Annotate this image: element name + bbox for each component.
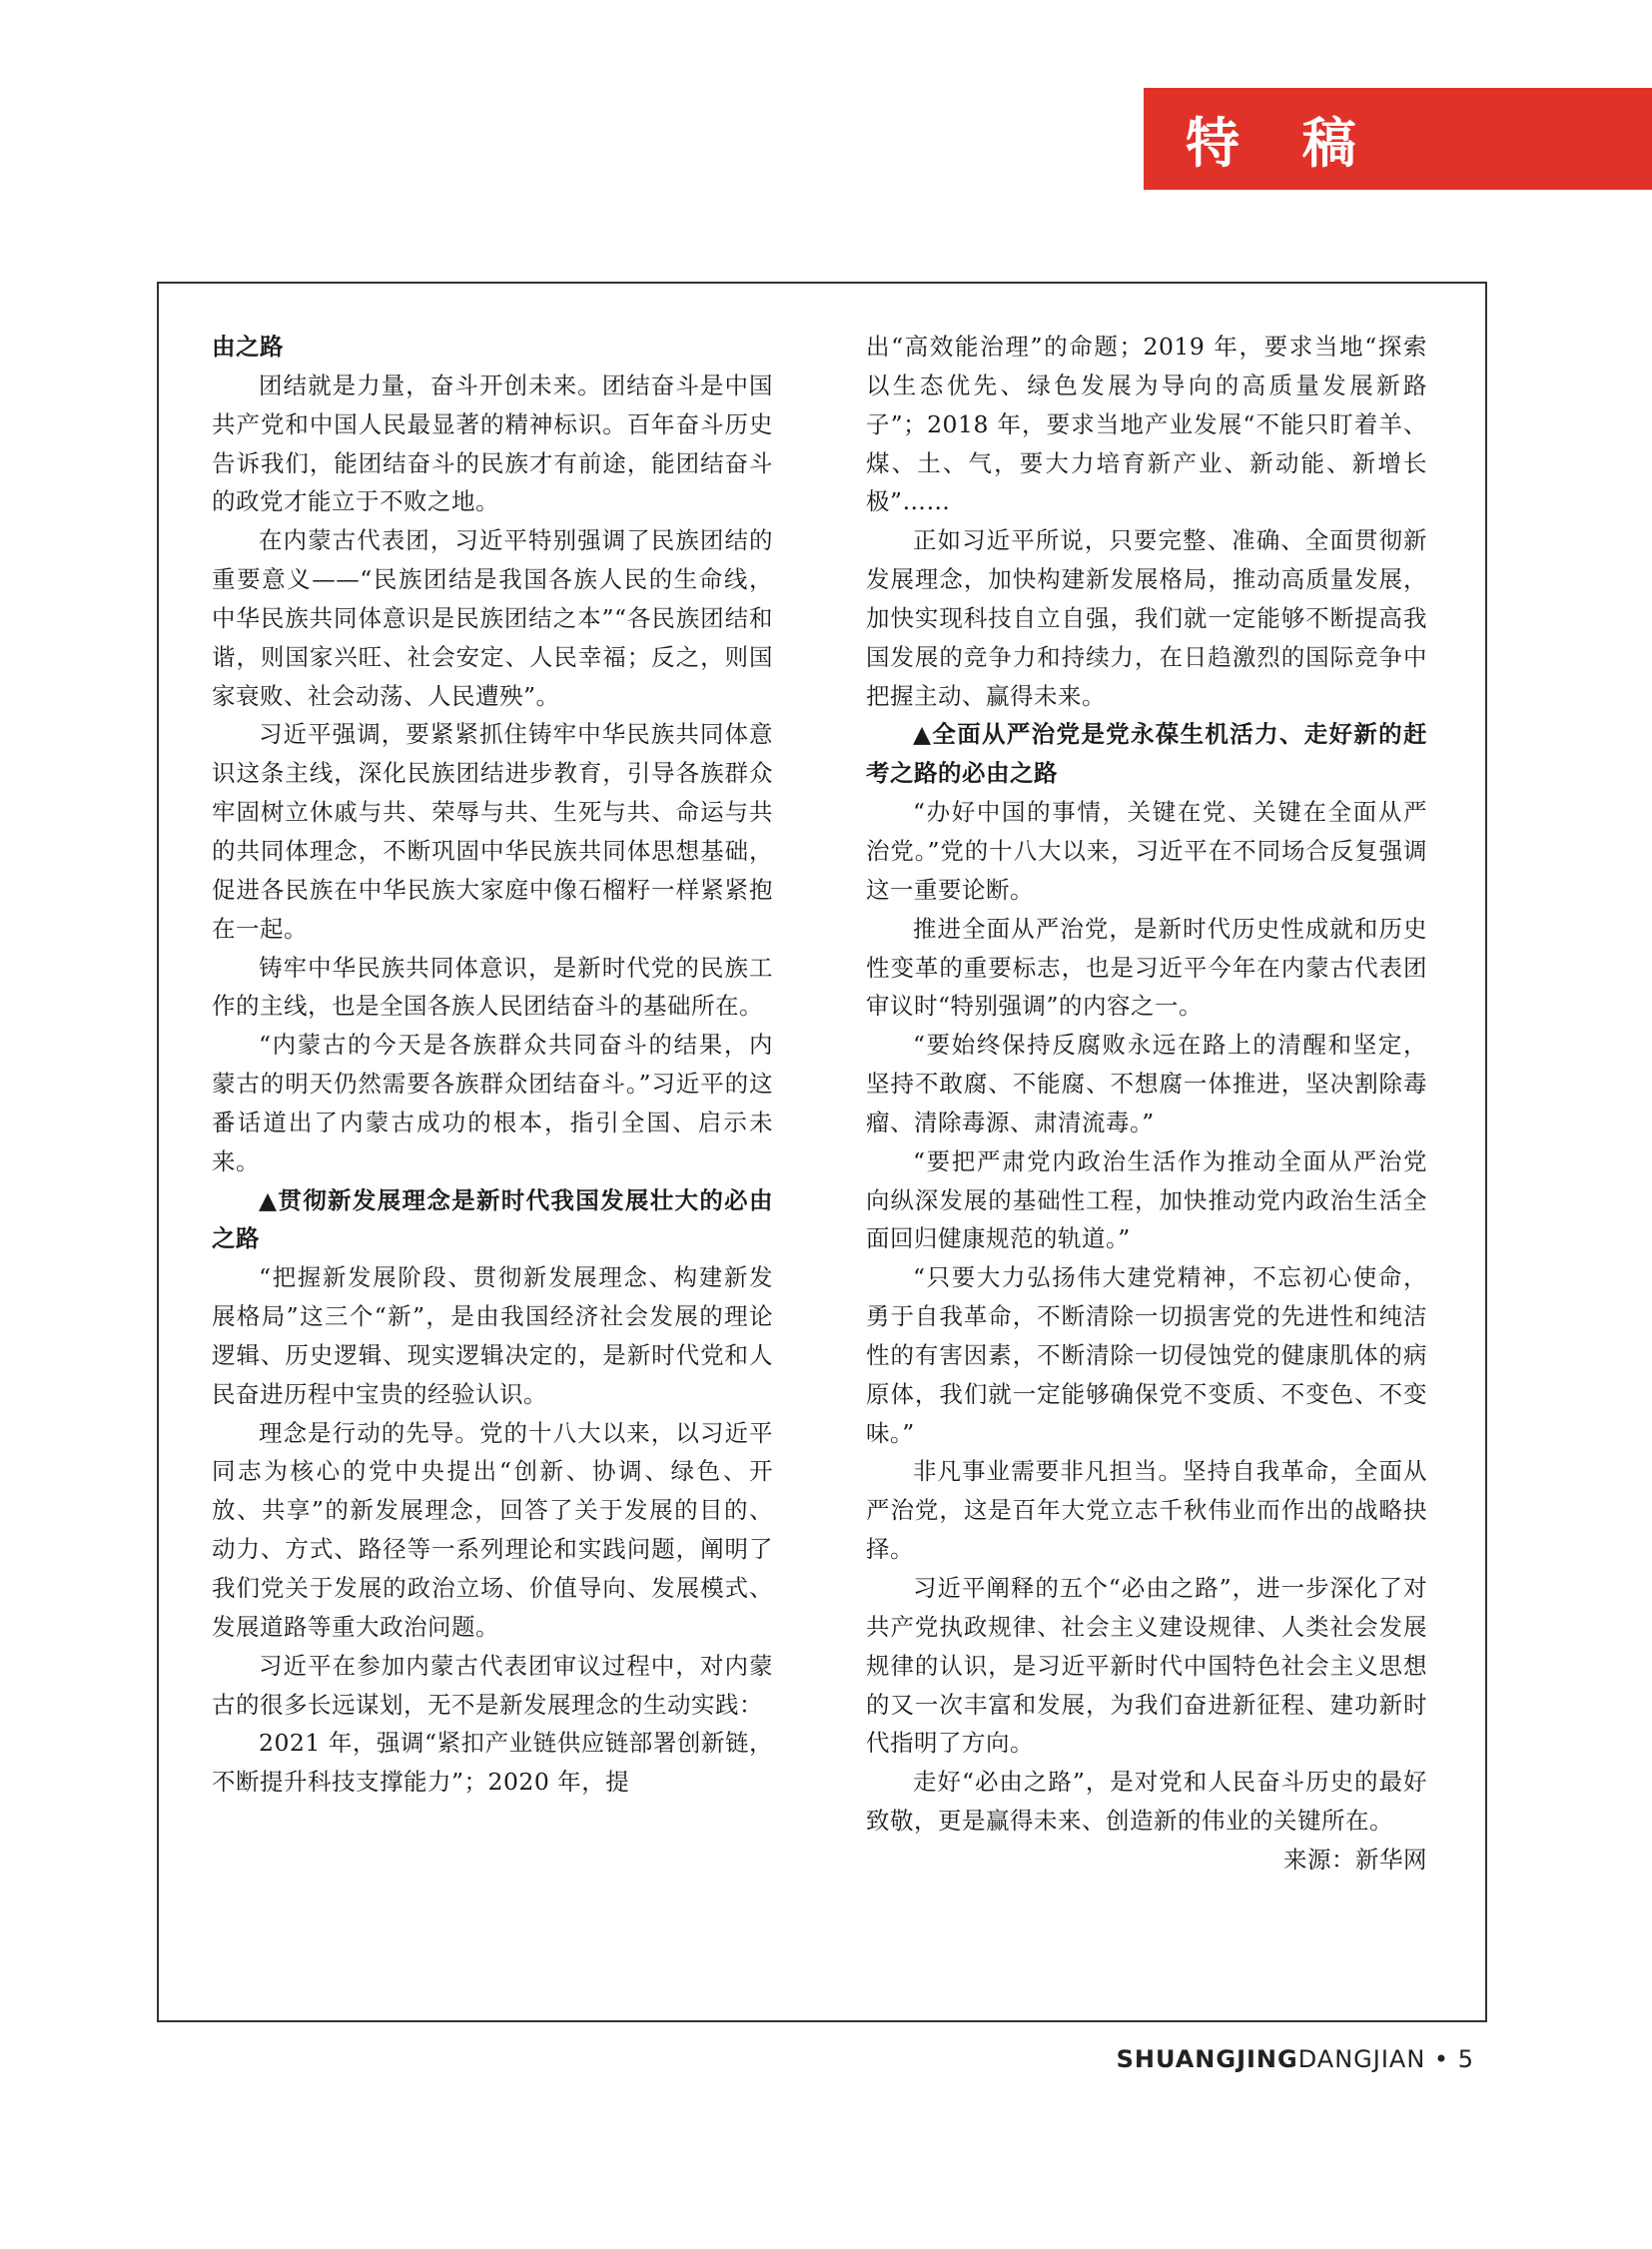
- paragraph: 正如习近平所说，只要完整、准确、全面贯彻新发展理念，加快构建新发展格局，推动高质量发展，加快实现科技自立自强，我们就一定能够不断提高我国发展的竞争力和持续力，在日趋激烈的国际竞争中把握主动、赢得未来。: [866, 526, 1427, 710]
- paragraph: “只要大力弘扬伟大建党精神，不忘初心使命，勇于自我革命，不断清除一切损害党的先进性和纯洁性的有害因素，不断清除一切侵蚀党的健康肌体的病原体，我们就一定能够确保党不变质、不变色、不变味。”: [866, 1263, 1427, 1447]
- page-footer: [1117, 2045, 1474, 2073]
- section-heading: ▲贯彻新发展理念是新时代我国发展壮大的必由之路: [212, 1185, 773, 1253]
- paragraph: 习近平在参加内蒙古代表团审议过程中，对内蒙古的很多长远谋划，无不是新发展理念的生动实践：: [212, 1651, 773, 1719]
- paragraph: 习近平强调，要紧紧抓住铸牢中华民族共同体意识这条主线，深化民族团结进步教育，引导各族群众牢固树立休戚与共、荣辱与共、生死与共、命运与共的共同体理念，不断巩固中华民族共同体思想基础，促进各民族在中华民族大家庭中像石榴籽一样紧紧抱在一起。: [212, 720, 773, 943]
- section-tag: 特 稿: [1144, 88, 1652, 190]
- section-heading-continued: 由之路: [212, 333, 284, 361]
- paragraph: 2021 年，强调“紧扣产业链供应链部署创新链，不断提升科技支撑能力”；2020 年，提: [212, 1729, 773, 1797]
- paragraph: “要始终保持反腐败永远在路上的清醒和坚定，坚持不敢腐、不能腐、不想腐一体推进，坚决割除毒瘤、清除毒源、肃清流毒。”: [866, 1031, 1427, 1136]
- paragraph: 理念是行动的先导。党的十八大以来，以习近平同志为核心的党中央提出“创新、协调、绿色、开放、共享”的新发展理念，回答了关于发展的目的、动力、方式、路径等一系列理论和实践问题，阐明了我们党关于发展的政治立场、价值导向、发展模式、发展道路等重大政治问题。: [212, 1418, 773, 1641]
- paragraph: 非凡事业需要非凡担当。坚持自我革命，全面从严治党，这是百年大党立志千秋伟业而作出的战略抉择。: [866, 1457, 1427, 1564]
- paragraph: 在内蒙古代表团，习近平特别强调了民族团结的重要意义——“民族团结是我国各族人民的生命线，中华民族共同体意识是民族团结之本”“各民族团结和谐，则国家兴旺、社会安定、人民幸福；反之，则国家衰败、社会动荡、人民遭殃”。: [212, 526, 773, 710]
- paragraph: 铸牢中华民族共同体意识，是新时代党的民族工作的主线，也是全国各族人民团结奋斗的基础所在。: [212, 953, 773, 1021]
- paragraph: “要把严肃党内政治生活作为推动全面从严治党向纵深发展的基础性工程，加快推动党内政治生活全面回归健康规范的轨道。”: [866, 1146, 1427, 1253]
- footer-separator: •: [1433, 2045, 1450, 2073]
- paragraph: 习近平阐释的五个“必由之路”，进一步深化了对共产党执政规律、社会主义建设规律、人类社会发展规律的认识，是习近平新时代中国特色社会主义思想的又一次丰富和发展，为我们奋进新征程、建功新时代指明了方向。: [866, 1574, 1427, 1758]
- paragraph: “把握新发展阶段、贯彻新发展理念、构建新发展格局”这三个“新”，是由我国经济社会发展的理论逻辑、历史逻辑、现实逻辑决定的，是新时代党和人民奋进历程中宝贵的经验认识。: [212, 1263, 773, 1408]
- section-heading: ▲全面从严治党是党永葆生机活力、走好新的赶考之路的必由之路: [866, 720, 1427, 788]
- brand-name-suffix: DANGJIAN: [1297, 2045, 1426, 2073]
- brand-name: SHUANGJING: [1116, 2045, 1298, 2073]
- paragraph: 走好“必由之路”，是对党和人民奋斗历史的最好致敬，更是赢得未来、创造新的伟业的关键所在。: [866, 1768, 1427, 1836]
- paragraph: 推进全面从严治党，是新时代历史性成就和历史性变革的重要标志，也是习近平今年在内蒙古代表团审议时“特别强调”的内容之一。: [866, 914, 1427, 1021]
- page-number: 5: [1457, 2045, 1474, 2073]
- paragraph: “办好中国的事情，关键在党、关键在全面从严治党。”党的十八大以来，习近平在不同场合反复强调这一重要论断。: [866, 798, 1427, 904]
- article-column-right: [866, 328, 1427, 1879]
- paragraph: “内蒙古的今天是各族群众共同奋斗的结果，内蒙古的明天仍然需要各族群众团结奋斗。”习近平的这番话道出了内蒙古成功的根本，指引全国、启示未来。: [212, 1031, 773, 1175]
- paragraph: 团结就是力量，奋斗开创未来。团结奋斗是中国共产党和中国人民最显著的精神标识。百年奋斗历史告诉我们，能团结奋斗的民族才有前途，能团结奋斗的政党才能立于不败之地。: [212, 371, 773, 516]
- source-credit: 来源：新华网: [1283, 1845, 1427, 1874]
- paragraph-continued: 出“高效能治理”的命题；2019 年，要求当地“探索以生态优先、绿色发展为导向的高质量发展新路子”；2018 年，要求当地产业发展“不能只盯着羊、煤、土、气，要大力培育新产业、新动能、新增长极”……: [866, 333, 1427, 516]
- article-column-left: [212, 328, 773, 1802]
